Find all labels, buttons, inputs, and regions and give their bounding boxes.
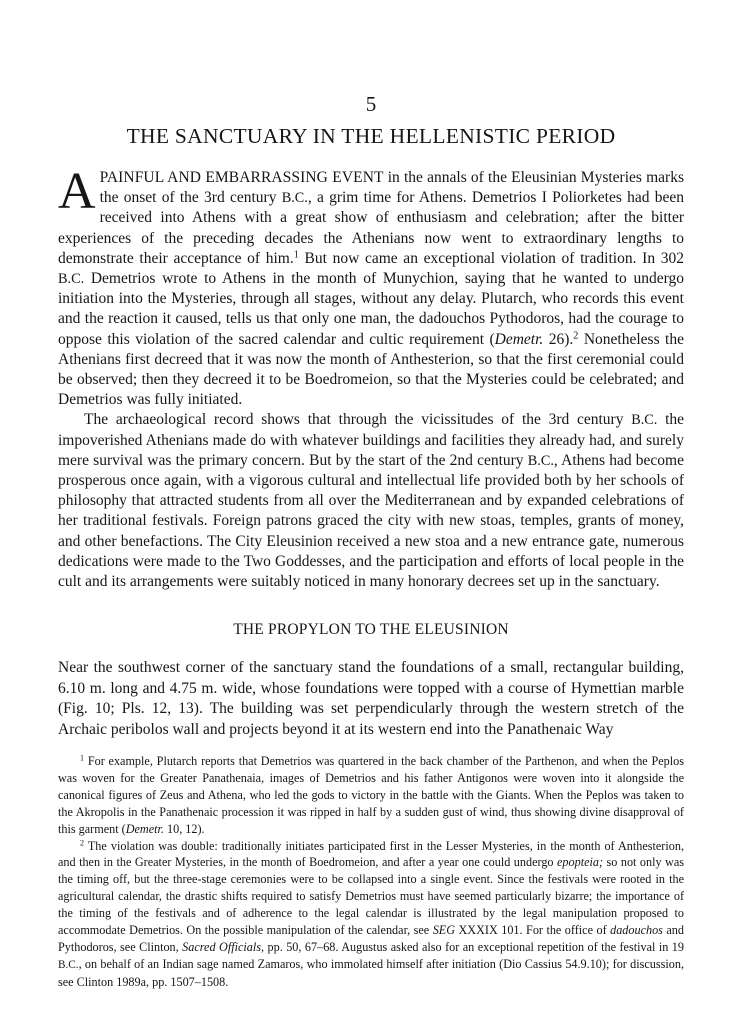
era-abbrev: B.C. [281,190,308,207]
text-run: The archaeological record shows that through the vicissitudes of the 3rd century [84,411,632,429]
citation-title: Demetr. [494,330,544,348]
citation-title: Sacred Officials [182,939,261,954]
text-run: 10, 12). [163,821,205,836]
footnote-1 [58,753,684,838]
text-run: XXXIX 101. For the office of [455,923,611,938]
section-heading: THE PROPYLON TO THE ELEUSINION [233,621,509,638]
text-run: and Pythodoros, see Clinton, [58,923,684,954]
text-run: 26). [543,330,574,348]
footnote-ref-1[interactable]: 1 [293,249,299,261]
text-run: , Athens had become prosperous once again, with a vigorous cultural and intellectual life provided both by her schools of philosophy that attracted students from all over the Mediterranean and by expanded celebrations of her traditional festivals. Foreign patrons graced the city with new stoas, temples, grants of money, and other benefactions. The City Eleusinion received a new stoa and a new entrance gate, numerous dedications were made to the Two Goddesses, and the participation and efforts of local people in the cult and its arrangements were suitably noticed in many honorary decrees set up in the sanctuary. [58,451,684,591]
text-run: But now came an exceptional violation of tradition. In 302 [298,249,684,267]
era-abbrev: B.C. [58,271,85,288]
era-abbrev: B.C. [631,412,658,429]
text-run: For example, Plutarch reports that Demetrios was quartered in the back chamber of the Parthenon, and when the Peplos was woven for the Greater Panathenaia, images of Demetrios and his father Antigonos were woven into it alongside the canonical figures of Zeus and Athena, who led the gods to victory in the battle with the Giants. When the Peplos was taken to the Akropolis in the Panathenaic procession it was ripped in half by a sudden gust of wind, thus showing divine disapproval of this garment ( [58,754,684,836]
citation-title: Demetr. [125,821,164,836]
text-run: , pp. 50, 67–68. Augustus asked also for an exceptional repetition of the festival in 19 [261,939,684,954]
drop-cap: A [58,163,96,220]
chapter-number: 5 [365,92,377,116]
intro-paragraph [58,163,684,410]
section-body [58,658,684,740]
footnote-marker: 1 [80,753,85,763]
lead-in-caps: PAINFUL AND EMBARRASSING EVENT [99,169,384,186]
footnote-2 [58,838,684,991]
text-run: the impoverished Athenians made do with whatever buildings and facilities they already had, and surely mere survival was the primary concern. But by the start of the 2nd century [58,411,685,469]
footnotes [58,753,684,991]
text-run: , on behalf of an Indian sage named Zamaros, who immolated himself after initiation (Dio Cassius 54.9.10); for discussion, see Clinton 1989a, pp. 1507–1508. [58,956,684,989]
body-paragraph [58,410,684,592]
chapter-body [58,163,685,592]
citation-title: SEG [432,923,456,938]
text-run: so not only was the timing off, but the three-stage ceremonies were to be collapsed into a single event. Since the festivals were rooted in the agricultural calendar, the drastic shifts required to satisfy Demetrios must have seemed particularly bizarre; the importance of the timing of the festivals and of adherence to the legal calendar is illustrated by the legal manipulation proposed to accommodate Demetrios. On the possible manipulation of the calendar, see [58,855,685,938]
text-run: Demetrios wrote to Athens in the month of Munychion, saying that he wanted to undergo initiation into the Mysteries, through all stages, without any delay. Plutarch, who records this event and the reaction it caused, tells us that only one man, the dadouchos Pythodoros, had the courage to oppose this violation of the sacred calendar and cultic requirement ( [58,270,684,348]
text-run: in the annals of the Eleusinian Mysteries marks the onset of the 3rd century [99,169,684,207]
text-run: Nonetheless the Athenians first decreed that it was now the month of Anthesterion, so that the first ceremonial could be observed; then they decreed it to be Boedromeion, so that the Mysteries could be celebrated; and Demetrios was fully initiated. [58,330,684,409]
book-page [58,0,684,1024]
footnote-marker: 2 [80,838,85,848]
greek-term: dadouchos [610,923,663,938]
text-run: The violation was double: traditionally initiates participated first in the Lesser Mysteries, in the month of Anthesterion, and then in the Greater Mysteries, in the month of Boedromeion, and after a year one could undergo [58,838,684,870]
chapter-title: THE SANCTUARY IN THE HELLENISTIC PERIOD [126,124,616,148]
greek-term: epopteia; [557,855,604,870]
footnote-ref-2[interactable]: 2 [573,330,579,341]
text-run: , a grim time for Athens. Demetrios I Poliorketes had been received into Athens with a great show of enthusiasm and celebration; after the bitter experiences of the preceding decades the Athenians now went to extraordinary lengths to demonstrate their acceptance of him. [58,189,684,267]
body-paragraph: Near the southwest corner of the sanctuary stand the foundations of a small, rectangular building, 6.10 m. long and 4.75 m. wide, whose foundations were topped with a course of Hymettian marble (Fig. 10; Pls. 12, 13). The building was set perpendicularly through the western stretch of the Archaic peribolos wall and projects beyond it at its western end into the Panathenaic Way [58,659,684,738]
era-abbrev: B.C. [58,958,79,971]
era-abbrev: B.C. [527,452,554,469]
